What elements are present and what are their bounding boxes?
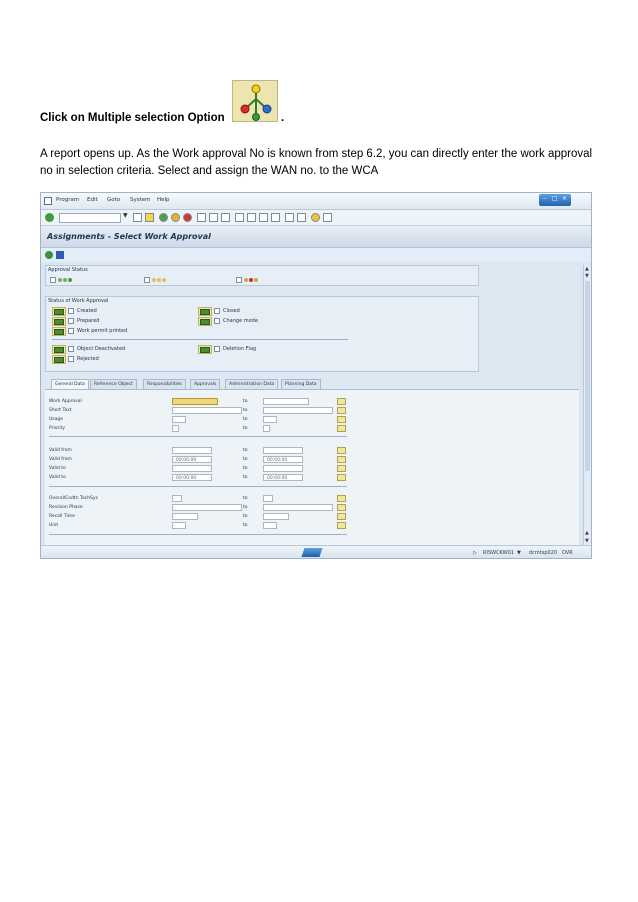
multiple-selection-button-short-text[interactable] (337, 407, 346, 414)
exit-icon[interactable] (171, 213, 180, 222)
menu-goto[interactable]: Goto (107, 197, 121, 203)
to-label: to (243, 505, 248, 510)
work-approval-status-title: Status of Work Approval (48, 298, 109, 304)
application-toolbar (41, 248, 591, 262)
multiple-selection-button-prepared[interactable] (52, 317, 66, 326)
valid-from-time-to-input[interactable] (263, 456, 303, 463)
execute-icon[interactable] (45, 251, 53, 259)
command-dropdown-icon[interactable]: ▼ (123, 212, 128, 219)
tab-responsibilities[interactable]: Responsibilities (143, 379, 186, 389)
section-separator (49, 486, 347, 487)
multiple-selection-icon-small (200, 347, 210, 353)
usage-to-input[interactable] (263, 416, 277, 423)
section-separator (49, 534, 347, 535)
to-label: to (243, 496, 248, 501)
section-separator (49, 436, 347, 437)
label-overall-condition: OverallCndtn TechSys (49, 496, 98, 501)
multiple-selection-button-created[interactable] (52, 307, 66, 316)
sap-logo-icon (302, 548, 323, 557)
multiple-selection-button-change-mode[interactable] (198, 317, 212, 326)
enter-icon[interactable] (45, 213, 54, 222)
short-text-from-input[interactable] (172, 407, 242, 414)
approval-status-checkbox-3[interactable] (236, 277, 242, 283)
valid-to-time-input[interactable] (172, 474, 212, 481)
label-valid-from-time: Valid from (49, 457, 72, 462)
screen-title: Assignments - Select Work Approval (47, 232, 211, 241)
print-icon[interactable] (197, 213, 206, 222)
multiple-selection-button-recall-time[interactable] (337, 513, 346, 520)
status-separator (52, 339, 348, 340)
scroll-down-icon[interactable]: ▲ (585, 530, 589, 536)
standard-toolbar (41, 210, 591, 226)
priority-to-input[interactable] (263, 425, 270, 432)
usage-from-input[interactable] (172, 416, 186, 423)
to-label: to (243, 475, 248, 480)
multiple-selection-button-revision-phase[interactable] (337, 504, 346, 511)
tab-planning-data[interactable]: Planning Data (281, 379, 321, 389)
short-text-to-input[interactable] (263, 407, 333, 414)
status-bar (41, 545, 591, 559)
status-server: dcmtsp020 (529, 550, 558, 556)
command-field[interactable] (59, 213, 121, 223)
label-recall-time: Recall Time (49, 514, 75, 519)
to-label: to (243, 399, 248, 404)
label-valid-to: Valid to (49, 466, 66, 471)
new-session-icon[interactable] (285, 213, 294, 222)
valid-from-date-input[interactable] (172, 447, 212, 454)
approval-status-checkbox-1[interactable] (50, 277, 56, 283)
overall-condition-to-input[interactable] (263, 495, 273, 502)
menu-system[interactable]: System (130, 197, 151, 203)
valid-to-time-to-input[interactable] (263, 474, 303, 481)
help-icon[interactable] (311, 213, 320, 222)
approval-status-group (45, 265, 479, 286)
multiple-selection-button-deletion-flag[interactable] (198, 345, 212, 354)
label-prepared: Prepared (77, 318, 100, 324)
light-2-1 (152, 278, 156, 282)
valid-to-date-to-input[interactable] (263, 465, 303, 472)
label-deletion-flag: Deletion Flag (223, 346, 257, 352)
status-dropdown-icon[interactable]: ▼ (517, 550, 521, 556)
step-heading: Click on Multiple selection Option (40, 112, 225, 124)
tab-administration-data[interactable]: Administration Data (225, 379, 278, 389)
find-icon[interactable] (209, 213, 218, 222)
light-3-2 (249, 278, 253, 282)
checkbox-object-deactivated[interactable] (68, 346, 74, 352)
label-object-deactivated: Object Deactivated (77, 346, 126, 352)
multiple-selection-icon-small (200, 309, 210, 315)
multiple-selection-button-work-approval[interactable] (337, 398, 346, 405)
scrollbar-thumb[interactable] (585, 281, 590, 471)
multiple-selection-icon-small (54, 357, 64, 363)
label-rejected: Rejected (77, 356, 99, 362)
tab-approvals[interactable]: Approvals (190, 379, 220, 389)
general-data-panel (45, 389, 579, 545)
light-1-2 (63, 278, 67, 282)
cancel-icon[interactable] (183, 213, 192, 222)
multiple-selection-button-overall-condition[interactable] (337, 495, 346, 502)
multiple-selection-button-object-deactivated[interactable] (52, 345, 66, 354)
menu-help[interactable]: Help (157, 197, 170, 203)
light-2-3 (162, 278, 166, 282)
to-label: to (243, 514, 248, 519)
minimize-icon[interactable]: – (543, 195, 546, 202)
work-approval-status-group (45, 296, 479, 372)
valid-from-time-input[interactable] (172, 456, 212, 463)
to-label: to (243, 426, 248, 431)
label-valid-from: Valid from (49, 448, 72, 453)
last-page-icon[interactable] (271, 213, 280, 222)
recall-time-from-input[interactable] (172, 513, 198, 520)
label-usage: Usage (49, 417, 64, 422)
multiple-selection-icon-small (54, 309, 64, 315)
back-green-icon[interactable] (159, 213, 168, 222)
multiple-selection-button-valid-to[interactable] (337, 465, 346, 472)
window-controls (539, 194, 571, 206)
to-label: to (243, 457, 248, 462)
valid-to-date-input[interactable] (172, 465, 212, 472)
next-page-icon[interactable] (259, 213, 268, 222)
sap-window (40, 192, 592, 559)
maximize-icon[interactable]: □ (552, 195, 558, 202)
checkbox-rejected[interactable] (68, 356, 74, 362)
checkbox-created[interactable] (68, 308, 74, 314)
previous-page-icon[interactable] (247, 213, 256, 222)
multiple-selection-icon-small (200, 319, 210, 325)
to-label: to (243, 466, 248, 471)
label-revision-phase: Revision Phase (49, 505, 83, 510)
checkbox-closed[interactable] (214, 308, 220, 314)
time-value: 00:00:00 (176, 475, 197, 481)
vertical-scrollbar[interactable] (583, 265, 591, 545)
menu-bar (41, 193, 591, 210)
save-icon[interactable] (145, 213, 154, 222)
menu-edit[interactable]: Edit (87, 197, 98, 203)
work-approval-from-input[interactable] (172, 398, 218, 405)
multiple-selection-icon-small (54, 347, 64, 353)
multiple-selection-button-valid-to-time[interactable] (337, 474, 346, 481)
multiple-selection-button-valid-from[interactable] (337, 447, 346, 454)
multiple-selection-button-closed[interactable] (198, 307, 212, 316)
to-label: to (243, 408, 248, 413)
light-3-3 (254, 278, 258, 282)
to-label: to (243, 448, 248, 453)
label-short-text: Short Text (49, 408, 72, 413)
selection-screen (45, 265, 579, 545)
multiple-selection-button-valid-from-time[interactable] (337, 456, 346, 463)
label-unit: Unit (49, 523, 59, 528)
label-work-permit-printed: Work permit printed (77, 328, 128, 334)
valid-from-date-to-input[interactable] (263, 447, 303, 454)
multiple-selection-button-priority[interactable] (337, 425, 346, 432)
shortcut-icon[interactable] (297, 213, 306, 222)
work-approval-to-input[interactable] (263, 398, 309, 405)
light-1-1 (58, 278, 62, 282)
status-program[interactable]: RISWCKW01 (483, 550, 514, 556)
instruction-paragraph: A report opens up. As the Work approval No is known from step 6.2, you can directly enter the work approval no in selection criteria. Select and assign the WAN no. to the WCA (40, 148, 593, 177)
checkbox-deletion-flag[interactable] (214, 346, 220, 352)
heading-suffix: . (281, 112, 285, 124)
approval-status-title: Approval Status (48, 267, 88, 273)
multiple-selection-icon-small (54, 329, 64, 335)
revision-phase-from-input[interactable] (172, 504, 242, 511)
approval-status-checkbox-2[interactable] (144, 277, 150, 283)
layout-icon[interactable] (323, 213, 332, 222)
light-2-2 (157, 278, 161, 282)
tab-reference-object[interactable]: Reference Object (90, 379, 137, 389)
revision-phase-to-input[interactable] (263, 504, 333, 511)
light-3-1 (244, 278, 248, 282)
multiple-selection-button-work-permit-printed[interactable] (52, 327, 66, 336)
label-work-approval: Work Approval (49, 399, 82, 404)
checkbox-work-permit-printed[interactable] (68, 328, 74, 334)
multiple-selection-button-usage[interactable] (337, 416, 346, 423)
to-label: to (243, 523, 248, 528)
tab-general-data[interactable]: General Data (51, 379, 89, 389)
label-created: Created (77, 308, 97, 314)
to-label: to (243, 417, 248, 422)
scroll-down-icon[interactable]: ▼ (585, 538, 589, 544)
checkbox-change-mode[interactable] (214, 318, 220, 324)
close-icon[interactable]: × (562, 195, 568, 202)
info-icon[interactable] (56, 251, 64, 259)
multiple-selection-button-unit[interactable] (337, 522, 346, 529)
checkbox-prepared[interactable] (68, 318, 74, 324)
scroll-up-icon[interactable]: ▲ (585, 266, 589, 272)
time-value: 00:00:00 (267, 475, 288, 481)
first-page-icon[interactable] (235, 213, 244, 222)
overall-condition-from-input[interactable] (172, 495, 182, 502)
label-priority: Priority (49, 426, 66, 431)
time-value: 00:00:00 (267, 457, 288, 463)
time-value: 00:00:00 (176, 457, 197, 463)
label-closed: Closed (223, 308, 240, 314)
back-icon[interactable] (133, 213, 142, 222)
multiple-selection-icon-small (54, 319, 64, 325)
light-1-3 (68, 278, 72, 282)
multiple-selection-button-rejected[interactable] (52, 355, 66, 364)
label-valid-to-time: Valid to (49, 475, 66, 480)
scroll-up-icon[interactable]: ▼ (585, 273, 589, 279)
unit-to-input[interactable] (263, 522, 277, 529)
screen-title-bar (41, 226, 591, 248)
multiple-selection-icon (232, 80, 278, 122)
label-change-mode: Change mode (223, 318, 258, 324)
status-mode: OVR (562, 550, 573, 556)
priority-from-input[interactable] (172, 425, 179, 432)
menu-program[interactable]: Program (56, 197, 80, 203)
unit-from-input[interactable] (172, 522, 186, 529)
find-next-icon[interactable] (221, 213, 230, 222)
status-play-icon[interactable]: ▷ (473, 550, 477, 556)
recall-time-to-input[interactable] (263, 513, 289, 520)
sap-menu-icon[interactable] (44, 197, 52, 205)
